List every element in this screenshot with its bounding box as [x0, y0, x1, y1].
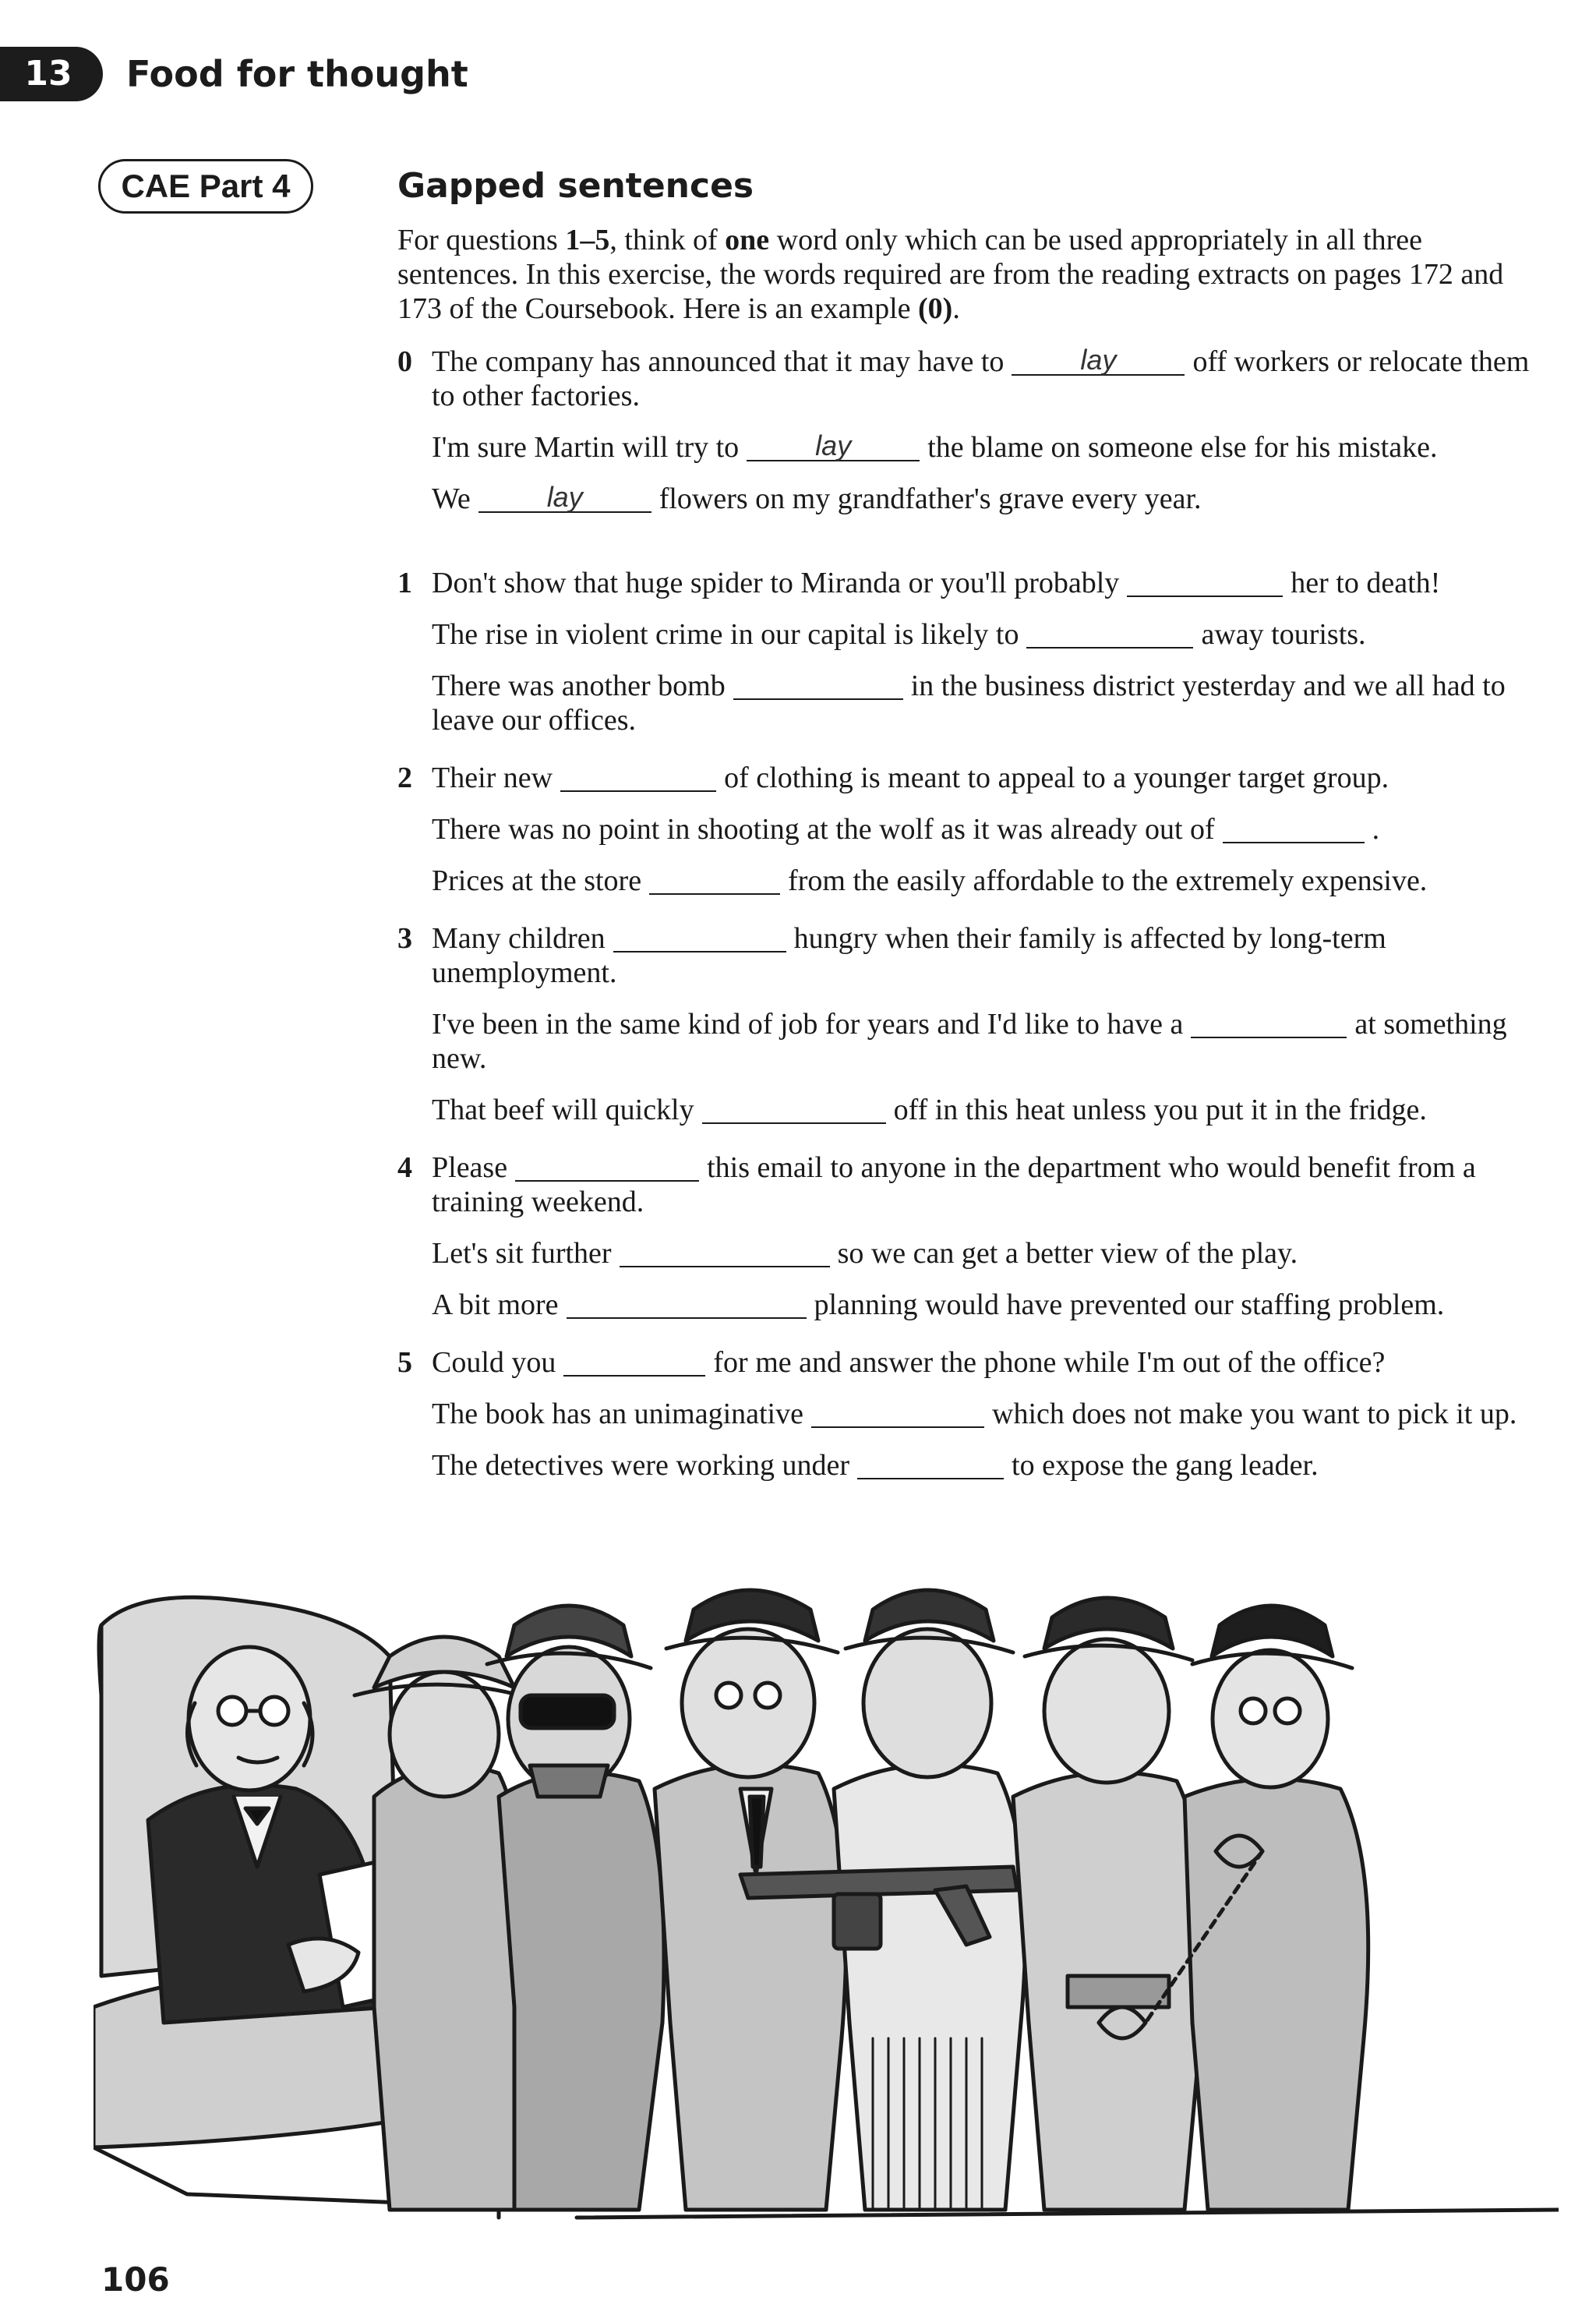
answer-blank[interactable] — [613, 926, 786, 952]
answer-blank[interactable] — [702, 1097, 886, 1124]
instructions-text: , think of — [609, 224, 726, 256]
instructions-emphasis: one — [725, 224, 770, 256]
answer-blank[interactable] — [811, 1401, 984, 1428]
answer-blank[interactable] — [649, 868, 780, 895]
exercise-section — [397, 161, 1559, 1483]
example-answer: lay — [1080, 344, 1117, 376]
sentence: The detectives were working under to expose the gang leader. — [432, 1449, 1319, 1482]
instructions-range: 1–5 — [565, 224, 610, 256]
section-title: Gapped sentences — [397, 166, 754, 206]
sentence: Many children hungry when their family is affected by long-term unemployment. — [432, 922, 1386, 989]
answer-blank[interactable] — [1026, 622, 1193, 649]
sentence: Prices at the store from the easily affordable to the extremely expensive. — [432, 864, 1428, 897]
instructions — [397, 223, 1543, 326]
question-4 — [397, 1150, 1551, 1322]
answer-blank[interactable] — [857, 1453, 1004, 1479]
answer-blank[interactable] — [1191, 1012, 1347, 1038]
question-number: 0 — [397, 345, 412, 378]
answer-blank[interactable] — [563, 1350, 705, 1377]
sentence: The book has an unimaginative which does not make you want to pick it up. — [432, 1398, 1517, 1430]
sentence: Their new of clothing is meant to appeal to a younger target group. — [432, 762, 1389, 794]
answer-blank[interactable] — [620, 1241, 830, 1267]
question-number: 2 — [397, 762, 412, 794]
answer-blank[interactable] — [515, 1155, 699, 1182]
sentence: Don't show that huge spider to Miranda or you'll probably her to death! — [432, 567, 1441, 599]
sentence: Let's sit further so we can get a better view of the play. — [432, 1237, 1298, 1270]
example-answer: lay — [546, 481, 583, 513]
instructions-example-ref: (0) — [918, 292, 953, 325]
instructions-text: For questions — [397, 224, 566, 256]
sentence: There was no point in shooting at the wolf as it was already out of . — [432, 813, 1380, 846]
answer-blank[interactable] — [560, 765, 716, 792]
question-2 — [397, 761, 1551, 898]
gangster-cartoon-illustration — [94, 1539, 1559, 2225]
sentence: That beef will quickly off in this heat unless you put it in the fridge. — [432, 1094, 1427, 1126]
sentence: Please this email to anyone in the department who would benefit from a training weekend. — [432, 1151, 1476, 1218]
question-number: 3 — [397, 922, 412, 955]
sentence: The rise in violent crime in our capital is likely to away tourists. — [432, 618, 1366, 651]
example-answer: lay — [815, 429, 852, 461]
question-1 — [397, 566, 1551, 737]
instructions-text: word only which can be used appropriately in all three sentences. In this exercise, the words required are from the reading extracts on pages 172 and 173 of the Coursebook. Here is an example — [397, 224, 1504, 325]
question-5 — [397, 1345, 1551, 1483]
sentence: The company has announced that it may have to lay off workers or relocate them to other factories. — [432, 344, 1530, 412]
answer-blank[interactable] — [733, 673, 903, 700]
answer-blank[interactable] — [1223, 817, 1365, 843]
sentence: A bit more planning would have prevented our staffing problem. — [432, 1288, 1445, 1321]
question-number: 4 — [397, 1151, 412, 1184]
question-number: 1 — [397, 567, 412, 599]
unit-title: Food for thought — [126, 53, 468, 95]
question-number: 5 — [397, 1346, 412, 1379]
sentence: We lay flowers on my grandfather's grave every year. — [432, 481, 1202, 515]
instructions-text: . — [952, 292, 960, 325]
answer-blank[interactable] — [567, 1292, 807, 1319]
unit-number-tab: 13 — [0, 47, 103, 101]
answer-blank — [747, 429, 920, 461]
answer-blank[interactable] — [1127, 571, 1283, 597]
answer-blank — [478, 481, 651, 513]
sentence: I'm sure Martin will try to lay the blame on someone else for his mistake. — [432, 429, 1438, 464]
sentence: Could you for me and answer the phone while I'm out of the office? — [432, 1346, 1386, 1379]
sentence: I've been in the same kind of job for years and I'd like to have a at something new. — [432, 1008, 1507, 1075]
answer-blank — [1012, 344, 1185, 376]
question-0 — [397, 345, 1551, 516]
question-3 — [397, 921, 1551, 1127]
sentence: There was another bomb in the business district yesterday and we all had to leave our offices. — [432, 670, 1506, 737]
exam-part-badge: CAE Part 4 — [98, 159, 313, 214]
page-number: 106 — [101, 2260, 170, 2299]
